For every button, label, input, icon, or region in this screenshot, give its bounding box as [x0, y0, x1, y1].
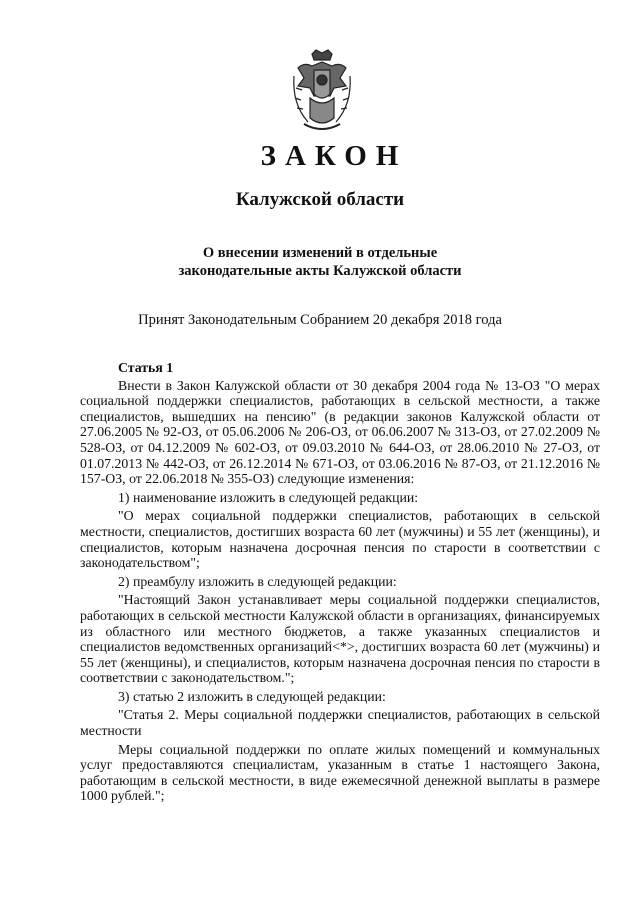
paragraph: "О мерах социальной поддержки специалистов, работающих в сельской местности, специалистов, достигших возраста 60 лет (мужчины) и 55 лет (женщины), и специалистов, которым назначена досрочная пенсия по старости в соответствии с законодательством";	[80, 508, 600, 571]
heading-line-2: законодательные акты Калужской области	[178, 263, 462, 279]
paragraph: Меры социальной поддержки по оплате жилых помещений и коммунальных услуг предоставляются специалистам, указанным в статье 1 настоящего Закона, работающим в сельской местности, в виде ежемесячной денежной выплаты в размере 1000 рублей.";	[80, 741, 600, 804]
heading-line-1: О внесении изменений в отдельные	[202, 245, 438, 261]
document-title: ЗАКОН	[260, 140, 408, 172]
document-body	[80, 360, 600, 804]
article-title: Статья 1	[118, 360, 174, 375]
paragraph: 2) преамбулу изложить в следующей редакции:	[118, 573, 397, 589]
paragraph: Внести в Закон Калужской области от 30 декабря 2004 года № 13-ОЗ "О мерах социальной поддержки специалистов, работающих в сельской местности, а также специалистов, вышедших на пенсию" (в редакции законов Калужской области от 27.06.2005 № 92-ОЗ, от 05.06.2006 № 206-ОЗ, от 06.06.2007 № 313-ОЗ, от 27.02.2009 № 528-ОЗ, от 04.12.2009 № 602-ОЗ, от 09.03.2010 № 644-ОЗ, от 28.06.2010 № 27-ОЗ, от 01.07.2013 № 442-ОЗ, от 26.12.2014 № 671-ОЗ, от 03.06.2016 № 87-ОЗ, от 21.12.2016 № 157-ОЗ, от 22.06.2018 № 355-ОЗ) следующие изменения:	[80, 377, 600, 487]
paragraph: 3) статью 2 изложить в следующей редакции:	[118, 688, 386, 704]
document-subtitle: Калужской области	[235, 189, 405, 210]
paragraph: 1) наименование изложить в следующей редакции:	[118, 489, 419, 505]
paragraph: "Статья 2. Меры социальной поддержки специалистов, работающих в сельской местности	[80, 707, 600, 739]
coat-of-arms-icon	[290, 48, 354, 134]
adoption-note: Принят Законодательным Собранием 20 декабря 2018 года	[138, 312, 502, 328]
paragraph: "Настоящий Закон устанавливает меры социальной поддержки специалистов, работающих в сельской местности Калужской области в организациях, финансируемых из областного или местного бюджетов, а также указанных специалистов и специалистов ведомственных организаций<*>, достигших возраста 60 лет (мужчины) и 55 лет (женщины), и специалистов, которым назначена досрочная пенсия по старости в соответствии с законодательством.";	[80, 592, 600, 686]
document-heading	[0, 244, 640, 280]
